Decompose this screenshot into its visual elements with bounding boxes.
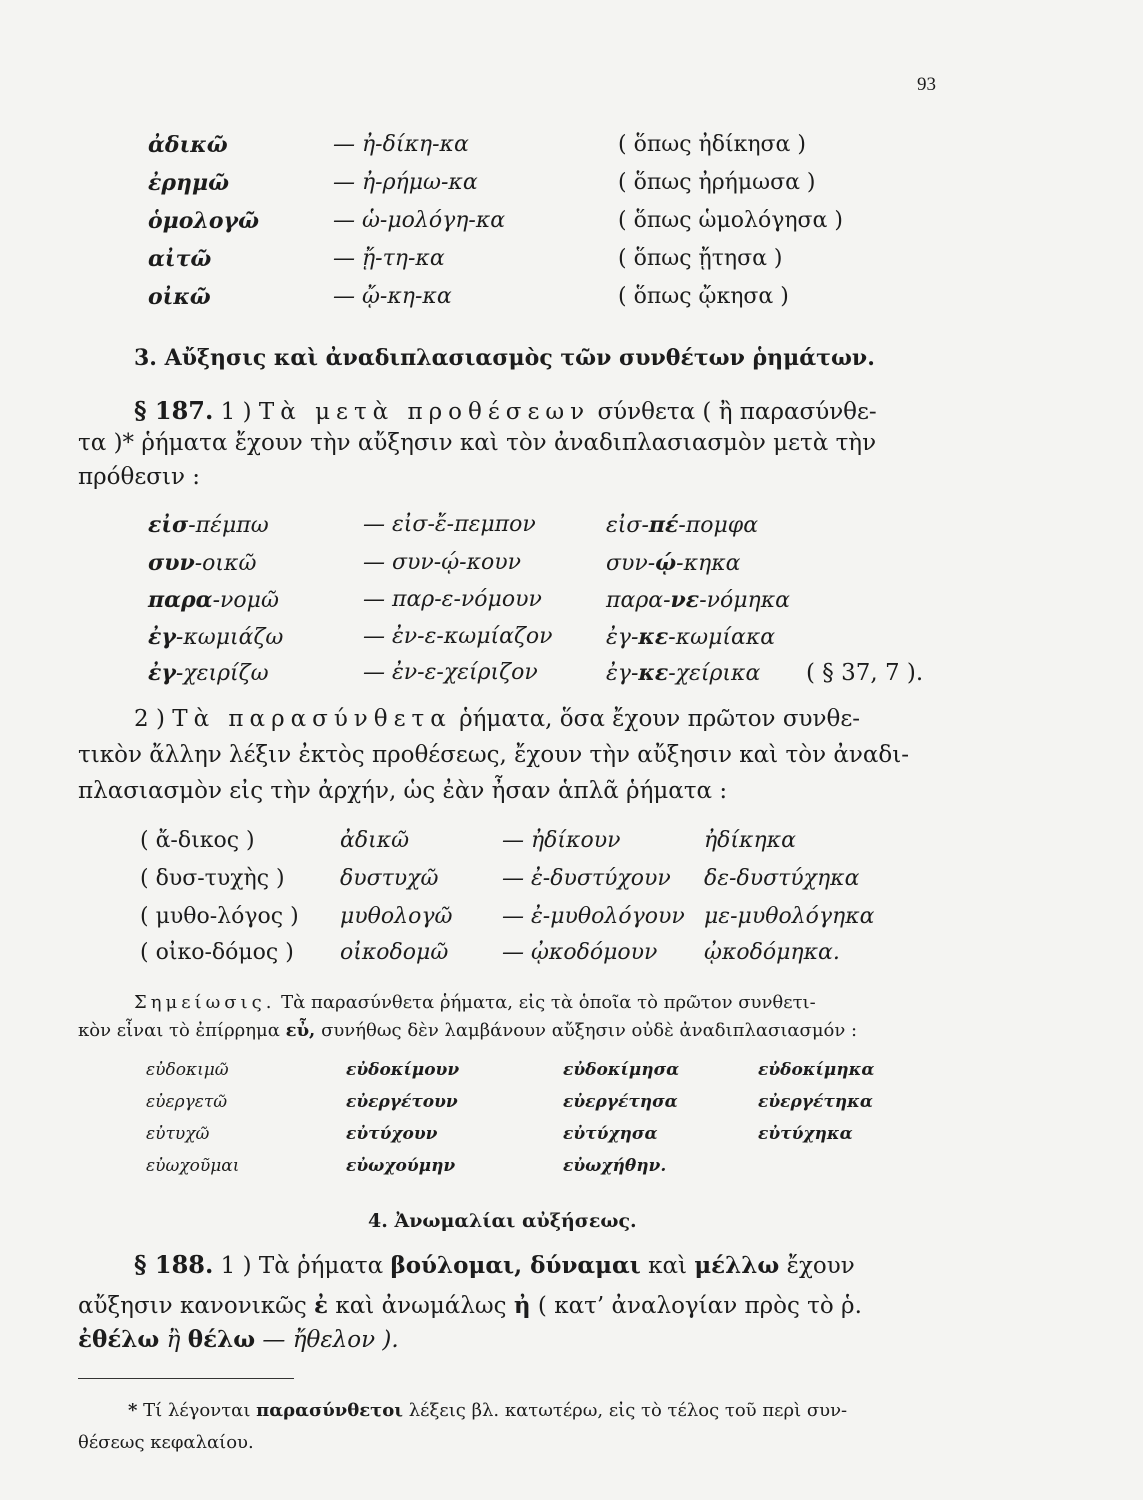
table-two-verb-prefix: εἰσ bbox=[148, 512, 189, 538]
table-two-verb-prefix: ἐγ bbox=[148, 624, 176, 650]
table-two-verb-prefix: ἐγ bbox=[148, 660, 176, 686]
table-one-form: — ᾔ-τη-κα bbox=[333, 246, 445, 271]
table-four-cell: εὐδοκίμηκα bbox=[758, 1060, 875, 1080]
table-four-cell: εὐτυχῶ bbox=[146, 1124, 210, 1144]
table-four-cell: εὐδοκίμουν bbox=[346, 1060, 460, 1080]
table-one-note: ( ὅπως ὡμολόγησα ) bbox=[618, 208, 843, 233]
para-188-line-1 bbox=[134, 1250, 855, 1279]
section-mark-188: § 188. bbox=[134, 1250, 214, 1279]
table-three-origin: ( δυσ-τυχὴς ) bbox=[140, 866, 285, 891]
table-three-imperfect: — ἐ-δυστύχουν bbox=[502, 866, 671, 891]
table-two-perfect-augment: πέ bbox=[648, 512, 679, 538]
para-187-line-1 bbox=[134, 396, 877, 425]
note-line-2 bbox=[78, 1020, 857, 1041]
table-four-cell: εὐτύχηκα bbox=[758, 1124, 853, 1144]
table-three-origin: ( οἰκο-δόμος ) bbox=[140, 940, 294, 965]
para-188-l3-d: — ἤθελον ). bbox=[262, 1327, 399, 1353]
table-one-verb: ἐρημῶ bbox=[148, 170, 230, 196]
table-four-cell: εὐδοκίμησα bbox=[563, 1060, 680, 1080]
para-188-l1-bold-2: μέλλω bbox=[694, 1252, 780, 1279]
table-two-verb-stem: -χειρίζω bbox=[175, 661, 269, 686]
para-188-l1-bold-1: βούλομαι, δύναμαι bbox=[390, 1252, 641, 1279]
table-two-imperfect: — εἰσ-ἔ-πεμπον bbox=[363, 512, 536, 537]
table-three-origin: ( ἄ-δικος ) bbox=[140, 828, 255, 853]
table-two-verb-prefix: συν bbox=[148, 550, 195, 576]
table-one-note: ( ὅπως ᾔτησα ) bbox=[618, 246, 783, 271]
table-three-verb: οἰκοδομῶ bbox=[340, 940, 449, 965]
table-two-imperfect: — ἐν-ε-χείριζον bbox=[363, 660, 538, 685]
table-three-perfect: ᾠκοδόμηκα. bbox=[704, 940, 840, 965]
table-two-verb-stem: -κωμιάζω bbox=[175, 625, 284, 650]
para-187-line-3: πρόθεσιν : bbox=[78, 464, 201, 490]
table-two-perfect-stem: -χείρικα bbox=[668, 661, 761, 686]
heading-section-4: 4. Ἀνωμαλίαι αὐξήσεως. bbox=[368, 1210, 637, 1232]
table-three-verb: ἀδικῶ bbox=[340, 828, 410, 853]
table-two-perfect-stem: -κηκα bbox=[676, 551, 741, 576]
table-two-verb bbox=[148, 550, 256, 576]
para-188-line-2 bbox=[78, 1292, 862, 1319]
table-one-note: ( ὅπως ἠρήμωσα ) bbox=[618, 170, 816, 195]
table-two-perfect bbox=[606, 587, 790, 613]
table-one-form: — ὡ-μολόγη-κα bbox=[333, 208, 506, 233]
table-two-perfect-prefix: συν- bbox=[606, 551, 656, 576]
footnote-divider bbox=[78, 1378, 294, 1379]
table-two-imperfect: — συν-ῴ-κουν bbox=[363, 550, 521, 575]
table-three-imperfect: — ἐ-μυθολόγουν bbox=[502, 904, 685, 929]
table-two-perfect-prefix: παρα- bbox=[606, 588, 671, 613]
para-187-rest: σύνθετα ( ἢ παρασύνθε- bbox=[597, 399, 877, 425]
page-number: 93 bbox=[917, 74, 936, 95]
table-two-perfect-stem: -νόμηκα bbox=[699, 588, 791, 613]
table-three-perfect: ἠδίκηκα bbox=[704, 828, 796, 853]
table-two-reference: ( § 37, 7 ). bbox=[806, 660, 924, 686]
note-line-2-c: συνήθως δὲν λαμβάνουν αὔξησιν οὐδὲ ἀναδιπλασιασμόν : bbox=[321, 1020, 858, 1041]
footnote-a: Τί λέγονται bbox=[143, 1400, 251, 1421]
table-three-origin: ( μυθο-λόγος ) bbox=[140, 904, 299, 929]
table-one-verb: αἰτῶ bbox=[148, 246, 212, 272]
table-three-perfect: δε-δυστύχηκα bbox=[704, 866, 860, 891]
table-one-note: ( ὅπως ᾤκησα ) bbox=[618, 284, 789, 309]
table-two-perfect-augment: κε bbox=[638, 660, 669, 686]
footnote-star: * bbox=[128, 1400, 138, 1421]
para-187-line-2: τα )* ῥήματα ἔχουν τὴν αὔξησιν καὶ τὸν ἀναδιπλασιασμὸν μετὰ τὴν bbox=[78, 430, 877, 456]
note-label: Σημείωσις. bbox=[134, 992, 276, 1013]
table-four-cell: εὐεργετῶ bbox=[146, 1092, 228, 1112]
para-188-l2-e: ( κατ’ ἀναλογίαν πρὸς τὸ ῥ. bbox=[537, 1293, 862, 1319]
para-188-l2-a: αὔξησιν κανονικῶς bbox=[78, 1293, 307, 1319]
para-2-spaced: Τὰ παρασύνθετα bbox=[172, 706, 452, 732]
table-two-perfect-augment: κε bbox=[638, 624, 669, 650]
para-187-spaced: Τὰ μετὰ προθέσεων bbox=[258, 399, 591, 425]
table-three-perfect: με-μυθολόγηκα bbox=[704, 904, 875, 929]
table-two-verb-stem: -πέμπω bbox=[188, 513, 269, 538]
table-four-cell: εὐωχούμην bbox=[346, 1156, 456, 1176]
footnote-c: λέξεις βλ. κατωτέρω, εἰς τὸ τέλος τοῦ περὶ συν- bbox=[408, 1400, 848, 1421]
para-2-line-3: πλασιασμὸν εἰς τὴν ἀρχήν, ὡς ἐὰν ἦσαν ἁπλᾶ ῥήματα : bbox=[78, 778, 728, 804]
table-two-perfect-stem: -πομφα bbox=[678, 513, 759, 538]
table-two-perfect-augment: ῴ bbox=[655, 550, 677, 576]
note-line-2-bold: εὖ, bbox=[285, 1020, 316, 1041]
table-two-verb-stem: -νομῶ bbox=[212, 588, 279, 613]
note-line-1 bbox=[134, 992, 816, 1013]
table-four-cell: εὐτύχουν bbox=[346, 1124, 438, 1144]
para-2-line-2: τικὸν ἄλλην λέξιν ἐκτὸς προθέσεως, ἔχουν τὴν αὔξησιν καὶ τὸν ἀναδι- bbox=[78, 742, 910, 768]
table-one-verb: οἰκῶ bbox=[148, 284, 211, 310]
table-four-cell: εὐωχοῦμαι bbox=[146, 1156, 240, 1176]
para-188-l1-e: ἔχουν bbox=[786, 1253, 855, 1279]
para-2-num: 2 ) bbox=[134, 706, 165, 732]
heading-section-3: 3. Αὔξησις καὶ ἀναδιπλασιασμὸς τῶν συνθέτων ῥημάτων. bbox=[134, 345, 875, 371]
para-188-line-3 bbox=[78, 1326, 399, 1353]
footnote-line-1 bbox=[128, 1400, 847, 1421]
table-four-cell: εὐτύχησα bbox=[563, 1124, 658, 1144]
para-187-num: 1 ) bbox=[220, 399, 252, 425]
section-mark-187: § 187. bbox=[134, 396, 214, 425]
note-line-2-a: κὸν εἶναι τὸ ἐπίρρημα bbox=[78, 1020, 280, 1041]
para-188-l3-bold-2: θέλω bbox=[187, 1326, 256, 1353]
para-188-l1-a: 1 ) Τὰ ῥήματα bbox=[220, 1253, 384, 1279]
table-two-imperfect: — ἐν-ε-κωμίαζον bbox=[363, 624, 553, 649]
table-two-perfect bbox=[606, 660, 760, 686]
table-two-perfect-prefix: ἐγ- bbox=[606, 661, 639, 686]
table-two-perfect bbox=[606, 512, 758, 538]
table-four-cell: εὐωχήθην. bbox=[563, 1156, 667, 1176]
para-188-l1-c: καὶ bbox=[648, 1253, 688, 1279]
table-one-form: — ἠ-δίκη-κα bbox=[333, 132, 469, 157]
para-2-line-1 bbox=[134, 706, 860, 732]
table-two-verb-prefix: παρα bbox=[148, 587, 213, 613]
table-two-perfect-stem: -κωμίακα bbox=[668, 625, 776, 650]
table-two-imperfect: — παρ-ε-νόμουν bbox=[363, 587, 542, 612]
table-three-imperfect: — ἠδίκουν bbox=[502, 828, 621, 853]
note-line-1-rest: Τὰ παρασύνθετα ῥήματα, εἰς τὰ ὁποῖα τὸ πρῶτον συνθετι- bbox=[281, 992, 816, 1013]
footnote-bold: παρασύνθετοι bbox=[256, 1400, 403, 1421]
table-three-imperfect: — ᾠκοδόμουν bbox=[502, 940, 658, 965]
table-two-perfect-prefix: εἰσ- bbox=[606, 513, 649, 538]
table-three-verb: δυστυχῶ bbox=[340, 866, 439, 891]
para-2-rest: ῥήματα, ὅσα ἔχουν πρῶτον συνθε- bbox=[459, 706, 861, 732]
table-four-cell: εὐδοκιμῶ bbox=[146, 1060, 229, 1080]
table-two-verb bbox=[148, 624, 283, 650]
table-four-cell: εὐεργέτησα bbox=[563, 1092, 678, 1112]
table-two-perfect bbox=[606, 624, 775, 650]
table-one-note: ( ὅπως ἠδίκησα ) bbox=[618, 132, 806, 157]
para-188-l3-b: ἢ bbox=[166, 1327, 181, 1353]
table-two-perfect bbox=[606, 550, 740, 576]
table-one-verb: ὁμολογῶ bbox=[148, 208, 260, 234]
footnote-line-2: θέσεως κεφαλαίου. bbox=[78, 1432, 254, 1453]
table-four-cell: εὐεργέτηκα bbox=[758, 1092, 873, 1112]
table-one-form: — ᾤ-κη-κα bbox=[333, 284, 452, 309]
table-two-verb bbox=[148, 512, 269, 538]
table-two-perfect-prefix: ἐγ- bbox=[606, 625, 639, 650]
table-one-verb: ἀδικῶ bbox=[148, 132, 228, 158]
para-188-l2-bold-2: ἠ bbox=[513, 1292, 531, 1319]
table-four-cell: εὐεργέτουν bbox=[346, 1092, 458, 1112]
table-one-form: — ἠ-ρήμω-κα bbox=[333, 170, 478, 195]
table-two-verb-stem: -οικῶ bbox=[194, 551, 257, 576]
table-two-verb bbox=[148, 660, 269, 686]
table-two-perfect-augment: νε bbox=[670, 587, 700, 613]
para-188-l2-bold-1: ἐ bbox=[314, 1292, 329, 1319]
para-188-l3-bold-1: ἐθέλω bbox=[78, 1326, 160, 1353]
table-two-verb bbox=[148, 587, 279, 613]
para-188-l2-c: καὶ ἀνωμάλως bbox=[335, 1293, 507, 1319]
table-three-verb: μυθολογῶ bbox=[340, 904, 453, 929]
